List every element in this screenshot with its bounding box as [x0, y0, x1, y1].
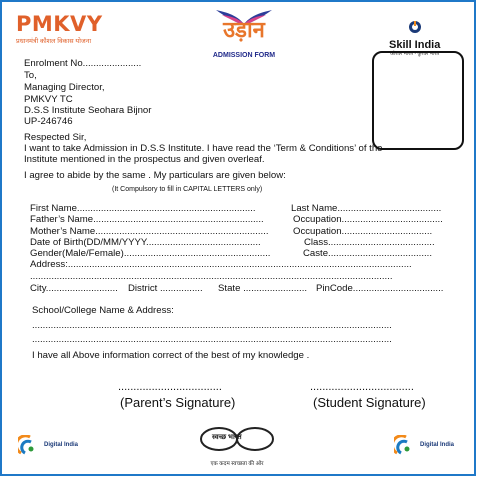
skill-india-text: Skill India	[389, 39, 441, 51]
city-field[interactable]: City...........................	[30, 283, 118, 294]
parent-signature-line[interactable]: ..................................	[118, 381, 222, 393]
swachh-text: स्वच्छ भारत	[212, 434, 242, 441]
pmkvy-logo	[16, 13, 103, 45]
salutation: Respected Sir,	[24, 132, 87, 143]
first-name-field[interactable]: First Name...................................................................	[30, 203, 256, 214]
swachh-bharat-logo	[192, 426, 282, 467]
caste-field[interactable]: Caste.......................................	[303, 248, 433, 259]
udaan-logo-text: उड़ान	[223, 17, 265, 43]
address-field[interactable]: Address:.................................................................................................................................	[30, 259, 412, 270]
address-line-2[interactable]: ........................................................................................................................................	[30, 271, 393, 282]
school-line-1[interactable]: .......................................................................................................................................	[32, 320, 392, 331]
digital-india-logo-left	[18, 435, 78, 455]
mother-occupation-field[interactable]: Occupation..................................	[293, 226, 433, 237]
digital-india-logo-right	[394, 435, 454, 455]
swachh-tagline: एक कदम स्वच्छता की ओर	[210, 461, 264, 467]
pmkvy-tagline: प्रधानमंत्री कौशल विकास योजना	[16, 38, 92, 45]
student-signature-line[interactable]: ..................................	[310, 381, 414, 393]
declaration: I have all Above information correct of the best of my knowledge .	[32, 350, 310, 361]
mother-name-field[interactable]: Mother’s Name.................................................................	[30, 226, 269, 237]
capital-letters-note: (It Compulsory to fill in CAPITAL LETTERS only)	[112, 186, 263, 193]
paragraph-line-1: I want to take Admission in D.S.S Institute. I have read the ‘Term & Conditions’ of the	[24, 143, 383, 154]
agree-line: I agree to abide by the same . My particulars are given below:	[24, 170, 286, 181]
class-field[interactable]: Class........................................	[304, 237, 435, 248]
addressee-line: Managing Director,	[24, 82, 105, 93]
district-field[interactable]: District ................	[128, 283, 203, 294]
pincode-field[interactable]: PinCode..................................	[316, 283, 444, 294]
skill-india-tagline: कौशल भारत - कुशल भारत	[390, 51, 440, 57]
udaan-logo	[198, 6, 290, 59]
digital-india-icon	[394, 435, 416, 455]
pin-line: UP-246746	[24, 116, 73, 127]
school-label: School/College Name & Address:	[32, 305, 174, 316]
digital-india-text-left: Digital India	[44, 442, 79, 448]
to-line: To,	[24, 70, 37, 81]
institute-line: D.S.S Institute Seohara Bijnor	[24, 105, 152, 116]
dob-field[interactable]: Date of Birth(DD/MM/YYYY...........................................	[30, 237, 261, 248]
org-line: PMKVY TC	[24, 94, 73, 105]
father-name-field[interactable]: Father’s Name................................................................	[30, 214, 264, 225]
form-title: ADMISSION FORM	[212, 52, 276, 59]
skill-india-emblem-icon	[408, 20, 422, 34]
father-occupation-field[interactable]: Occupation......................................	[293, 214, 443, 225]
last-name-field[interactable]: Last Name.......................................	[291, 203, 442, 214]
paragraph-line-2: Institute mentioned in the prospectus and given overleaf.	[24, 154, 265, 165]
digital-india-icon	[18, 435, 40, 455]
photo-box	[372, 51, 464, 150]
student-signature-label: (Student Signature)	[313, 395, 426, 410]
state-field[interactable]: State ........................	[218, 283, 308, 294]
school-line-2[interactable]: .......................................................................................................................................	[32, 334, 392, 345]
gender-field[interactable]: Gender(Male/Female).......................................................	[30, 248, 271, 259]
pmkvy-logo-text: PMKVY	[16, 12, 103, 36]
parent-signature-label: (Parent’s Signature)	[120, 395, 236, 410]
enrolment-number: Enrolment No......................	[24, 58, 142, 69]
digital-india-text-right: Digital India	[420, 442, 455, 448]
